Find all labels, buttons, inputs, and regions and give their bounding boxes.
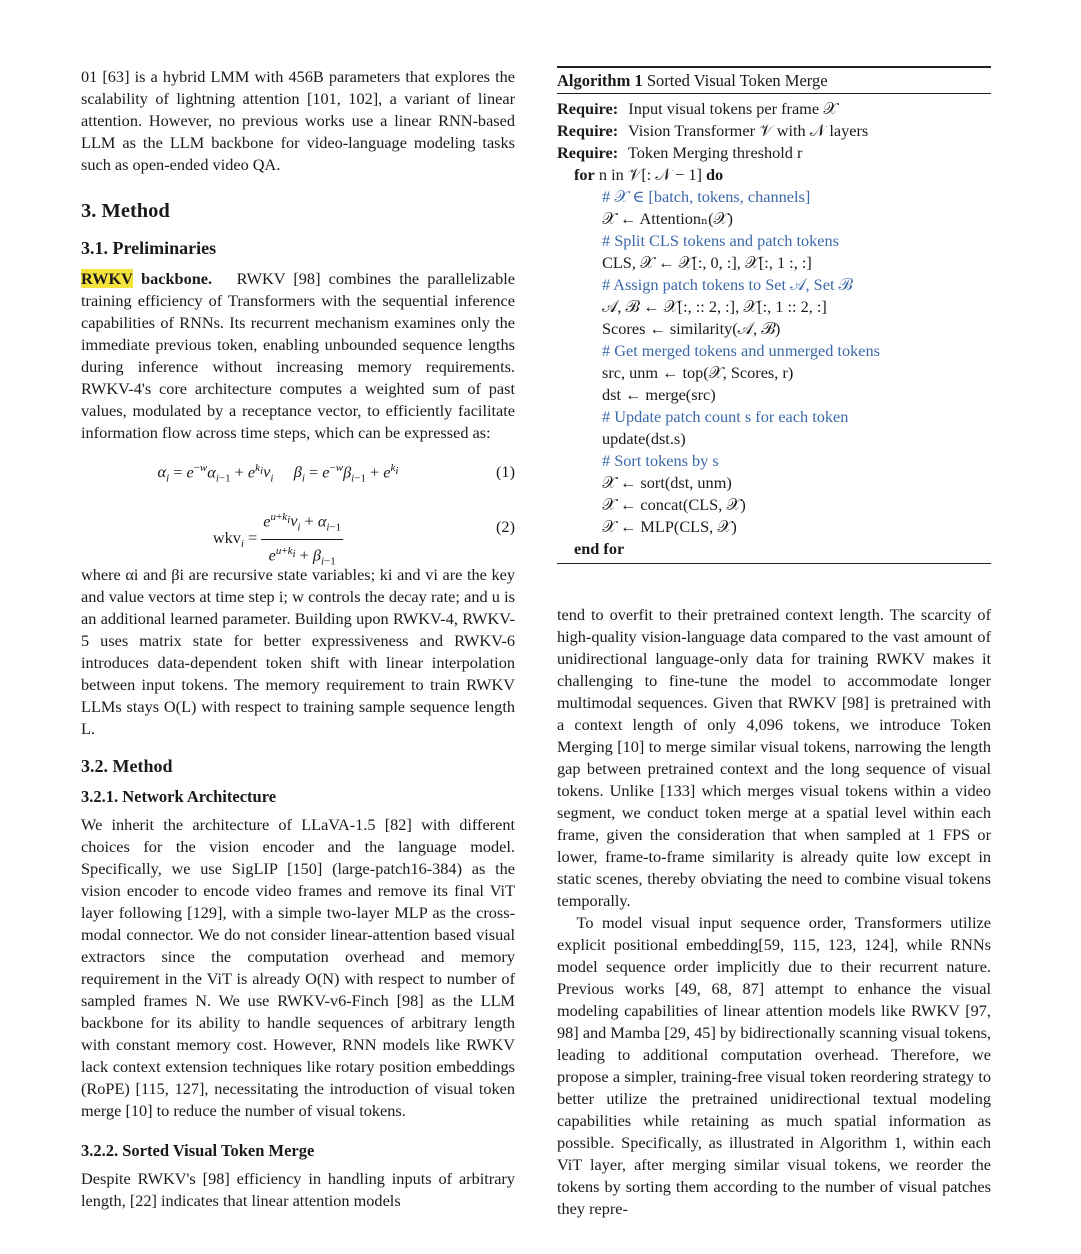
algorithm-code-line: 𝒳 ← sort(dst, unm) [602, 472, 732, 492]
algorithm-comment-line: # Split CLS tokens and patch tokens [602, 230, 839, 250]
rwkv-backbone-paragraph [81, 268, 515, 444]
require-keyword: Require: [557, 142, 619, 162]
equation-1-body: $\alpha_i = e^{-w}\alpha_{i-1} + e^{k_i}v_i$ $\beta_i = e^{-w}\beta_{i-1} + e^{k_i}$ [157, 462, 399, 485]
do-keyword: do [705, 164, 724, 184]
algorithm-name: Sorted Visual Token Merge [646, 70, 828, 90]
algorithm-title [557, 68, 991, 93]
equation-1 [81, 462, 515, 492]
subsubsection-heading-network: 3.2.1. Network Architecture [81, 787, 277, 806]
section-heading-method: 3. Method [81, 200, 170, 222]
subsubsection-heading-sorted-merge: 3.2.2. Sorted Visual Token Merge [81, 1141, 315, 1160]
equation-2-lhs: wkv [212, 527, 241, 547]
algorithm-block [557, 66, 991, 564]
algorithm-comment-line: # 𝒳 ∈ [batch, tokens, channels] [602, 186, 811, 206]
algorithm-require-1 [557, 98, 991, 120]
equation-2 [81, 506, 515, 568]
algorithm-label: Algorithm 1 [557, 70, 643, 90]
algorithm-code-line: dst ← merge(src) [602, 384, 716, 404]
algorithm-body [557, 186, 991, 538]
algorithm-require-2 [557, 120, 991, 142]
algorithm-comment-line: # Assign patch tokens to Set 𝒜, Set ℬ [602, 274, 853, 294]
end-for-keyword: end for [574, 538, 625, 558]
algorithm-comment-line: # Update patch count s for each token [602, 406, 849, 426]
algorithm-require-3 [557, 142, 991, 164]
require-text: Token Merging threshold r [627, 142, 803, 162]
algorithm-comment-line: # Sort tokens by s [602, 450, 719, 470]
algorithm-end-for [557, 538, 991, 560]
require-text: Input visual tokens per frame 𝒳 [628, 98, 838, 118]
algorithm-code-line: src, unm ← top(𝒳, Scores, r) [602, 362, 794, 382]
equation-2-body: wkv$_i$ = $\frac{e^{u+k_i}v_i + \alpha_{i-1}}{e^{u+k_i} + \beta_{i-1}}$ [81, 506, 475, 572]
rwkv-highlighted-term: RWKV [81, 269, 133, 288]
sorted-merge-paragraph: Despite RWKV's [98] efficiency in handling inputs of arbitrary length, [22] indicates that linear attention models [81, 1169, 515, 1210]
for-keyword: for [574, 164, 595, 184]
algorithm-for-line [557, 164, 991, 186]
where-paragraph: where αi and βi are recursive state variables; ki and vi are the key and value vectors at time step i; w controls the decay rate; and u is an additional learned parameter. Building upon RWKV-4, RWKV-5 uses matrix state for better expressiveness and RWKV-6 introduces data-dependent token shift with linear interpolation between input tokens. The memory requirement to train RWKV LLMs stays O(L) with respect to training sample sequence length L. [81, 565, 515, 738]
algorithm-code-line: 𝒜, ℬ ← 𝒳[:, :: 2, :], 𝒳[:, 1 :: 2, :] [602, 296, 827, 316]
algorithm-code-line: Scores ← similarity(𝒜, ℬ) [602, 318, 781, 338]
subsection-heading-preliminaries: 3.1. Preliminaries [81, 238, 217, 258]
sequence-order-paragraph: To model visual input sequence order, Transformers utilize explicit positional embedding[59, 115, 123, 124], while RNNs model sequence order implicitly due to their recurrent nature. Previous works [49, 68, 87] attempt to enhance the visual modeling capabilities of linear attention models like RWKV [97, 98] and Mamba [29, 45] by bidirectionally scanning visual tokens, leading to additional computation overhead. Therefore, we propose a simpler, training-free visual token reordering strategy to better utilize the pretrained unidirectional textual modeling capabilities while retaining as much spatial information as possible. Specifically, as illustrated in Algorithm 1, within each ViT layer, after merging similar visual tokens, we reorder the tokens by sorting them according to the number of visual patches they repre- [557, 912, 991, 1218]
equation-2-number: (2) [496, 517, 515, 536]
algorithm-code-line: 𝒳 ← MLP(CLS, 𝒳) [602, 516, 737, 536]
left-column [81, 66, 515, 1212]
algorithm-comment-line: # Get merged tokens and unmerged tokens [602, 340, 880, 360]
equation-2-fraction: $\frac{e^{u+k_i}v_i + \alpha_{i-1}}{e^{u+k_i} + \beta_{i-1}}$ [261, 506, 343, 572]
backbone-runin-label: backbone. [141, 269, 213, 288]
require-keyword: Require: [557, 120, 619, 140]
algorithm-code-line: CLS, 𝒳 ← 𝒳[:, 0, :], 𝒳[:, 1 :, :] [602, 252, 812, 272]
network-paragraph: We inherit the architecture of LLaVA-1.5 [82] with different choices for the vision encoder and the language model. Specifically, we use SigLIP [150] (large-patch16-384) as the vision encoder to encode video frames and remove its final ViT layer following [129], with a simple two-layer MLP as the cross-modal connector. We do not consider linear-attention based visual extractors since the computation overhead and memory requirement in the ViT is already O(N) with respect to number of sampled frames N. We use RWKV-v6-Finch [98] as the LLM backbone for its ability to handle sequences of arbitrary length with constant memory cost. However, RNN models like RWKV lack context extension techniques like rotary position embeddings (RoPE) [115, 127], necessitating the introduction of visual token merge [10] to reduce the number of visual tokens. [81, 815, 515, 1120]
require-text: Vision Transformer 𝒱 with 𝒩 layers [627, 120, 869, 140]
equation-1-number: (1) [496, 462, 515, 481]
algorithm-code-line: 𝒳 ← Attentionₙ(𝒳) [602, 208, 733, 228]
algorithm-code-line: 𝒳 ← concat(CLS, 𝒳) [602, 494, 746, 514]
right-column [557, 66, 991, 1220]
intro-paragraph: 01 [63] is a hybrid LMM with 456B parameters that explores the scalability of lightning attention [101, 102], a variant of linear attention. However, no previous works use a linear RNN-based LLM as the LLM backbone for video-language modeling tasks such as open-ended video QA. [81, 67, 515, 174]
overfit-paragraph: tend to overfit to their pretrained context length. The scarcity of high-quality vision-language data compared to the vast amount of unidirectional language-only data for training RWKV makes it challenging to fine-tune the model to accommodate longer multimodal sequences. Given that RWKV [98] is pretrained with a context length of only 4,096 tokens, we introduce Token Merging [10] to merge similar visual tokens, narrowing the length gap between pretrained context and the long sequence of visual tokens. Unlike [133] which merges visual tokens within a video segment, we conduct token merge at a spatial level within each frame, given the consideration that when sampled at 1 FPS or lower, frame-to-frame similarity is already quite low except in static scenes, thereby obviating the need to combine visual tokens temporally. [557, 604, 991, 910]
subsection-heading-method: 3.2. Method [81, 756, 173, 776]
for-expression: n in 𝒱[: 𝒩 − 1] [598, 164, 702, 184]
rwkv-body-text: RWKV [98] combines the parallelizable training efficiency of Transformers with the sequential inference capabilities of RNNs. Its recurrent mechanism examines only the immediate previous token, enabling unbounded sequence lengths during inference without increasing memory requirements. RWKV-4's core architecture computes a weighted sum of past values, modulated by a receptance vector, to efficiently facilitate information flow across time steps, which can be expressed as: [81, 269, 515, 442]
algorithm-code-line: update(dst.s) [602, 428, 686, 448]
require-keyword: Require: [557, 98, 619, 118]
